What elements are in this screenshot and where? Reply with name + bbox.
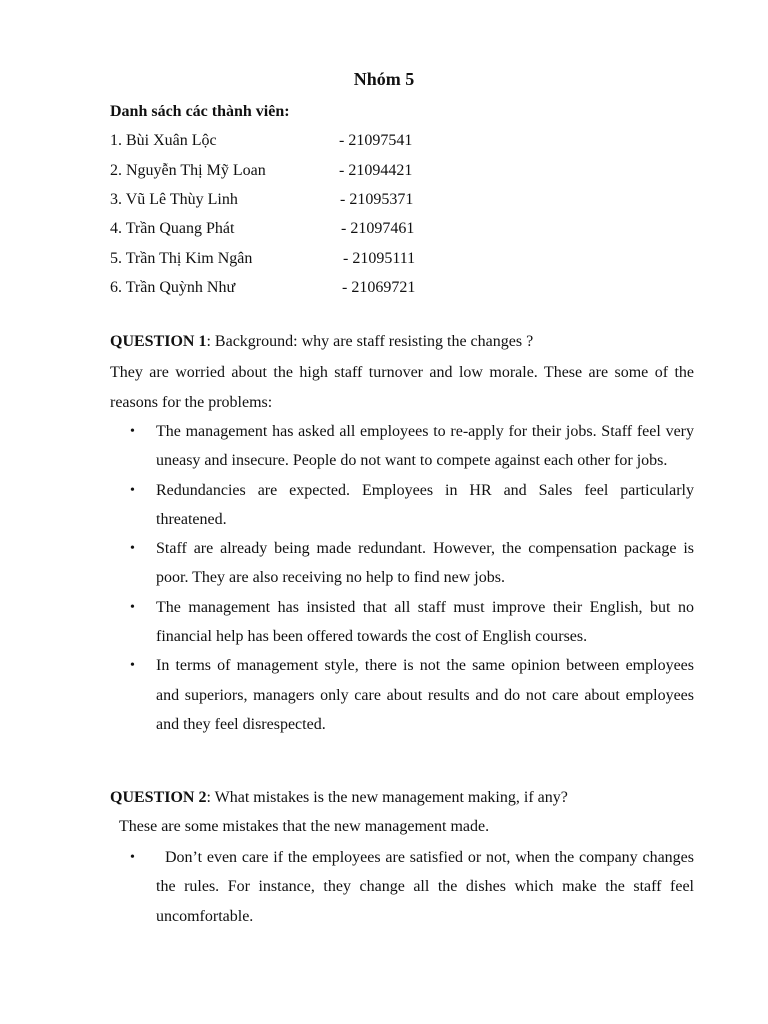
question-1-bullet-list — [110, 417, 694, 739]
question-2-intro: These are some mistakes that the new management made. — [119, 818, 490, 835]
member-id: - 21095371 — [340, 191, 414, 208]
member-name: 4. Trần Quang Phát — [110, 220, 235, 237]
bullet-icon: • — [130, 482, 135, 498]
members-heading: Danh sách các thành viên: — [110, 103, 290, 120]
member-name: 2. Nguyễn Thị Mỹ Loan — [110, 162, 266, 179]
page-title: Nhóm 5 — [353, 69, 415, 89]
member-id: - 21069721 — [342, 279, 416, 296]
member-name: 1. Bùi Xuân Lộc — [110, 132, 217, 149]
list-item-text: Staff are already being made redundant. However, the compensation package is poor. They are also receiving no help to find new jobs. — [156, 540, 694, 587]
list-item — [110, 651, 694, 739]
question-1-label: QUESTION 1 — [110, 333, 207, 350]
member-id: - 21095111 — [343, 250, 416, 267]
list-item-text: Don’t even care if the employees are satisfied or not, when the company changes the rules. For instance, they change all the dishes which make the staff feel uncomfortable. — [156, 849, 694, 925]
bullet-icon: • — [130, 658, 135, 674]
list-item-text: The management has asked all employees to re-apply for their jobs. Staff feel very uneasy and insecure. People do not want to compete against each other for jobs. — [156, 423, 694, 470]
list-item — [110, 417, 694, 476]
list-item — [110, 476, 694, 535]
question-1-intro: They are worried about the high staff turnover and low morale. These are some of the reasons for the problems: — [110, 364, 694, 411]
bullet-icon: • — [130, 424, 135, 439]
member-name: 5. Trần Thị Kim Ngân — [110, 250, 253, 267]
question-2-prompt: : What mistakes is the new management making, if any? — [206, 789, 568, 806]
question-2-label: QUESTION 2 — [110, 789, 207, 806]
member-id: - 21097541 — [339, 132, 413, 149]
list-item-text: The management has insisted that all staff must improve their English, but no financial help has been offered towards the cost of English courses. — [156, 598, 694, 646]
member-id: - 21094421 — [339, 162, 413, 179]
bullet-icon: • — [130, 599, 135, 615]
question-2-bullet-list — [110, 843, 694, 931]
question-1-prompt: : Background: why are staff resisting the changes ? — [206, 333, 534, 350]
list-item — [110, 534, 694, 593]
question-2-heading — [110, 789, 568, 807]
question-1-heading — [110, 333, 533, 351]
bullet-icon: • — [130, 850, 135, 865]
member-name: 3. Vũ Lê Thùy Linh — [110, 191, 238, 208]
list-item-text: In terms of management style, there is not the same opinion between employees and superiors, managers only care about results and do not care about employees and they feel disrespected. — [156, 657, 694, 733]
list-item — [110, 593, 694, 652]
bullet-icon: • — [130, 541, 135, 557]
member-name: 6. Trần Quỳnh Như — [110, 279, 236, 296]
list-item — [110, 843, 694, 931]
list-item-text: Redundancies are expected. Employees in HR and Sales feel particularly threatened. — [156, 481, 694, 528]
member-id: - 21097461 — [341, 220, 415, 237]
